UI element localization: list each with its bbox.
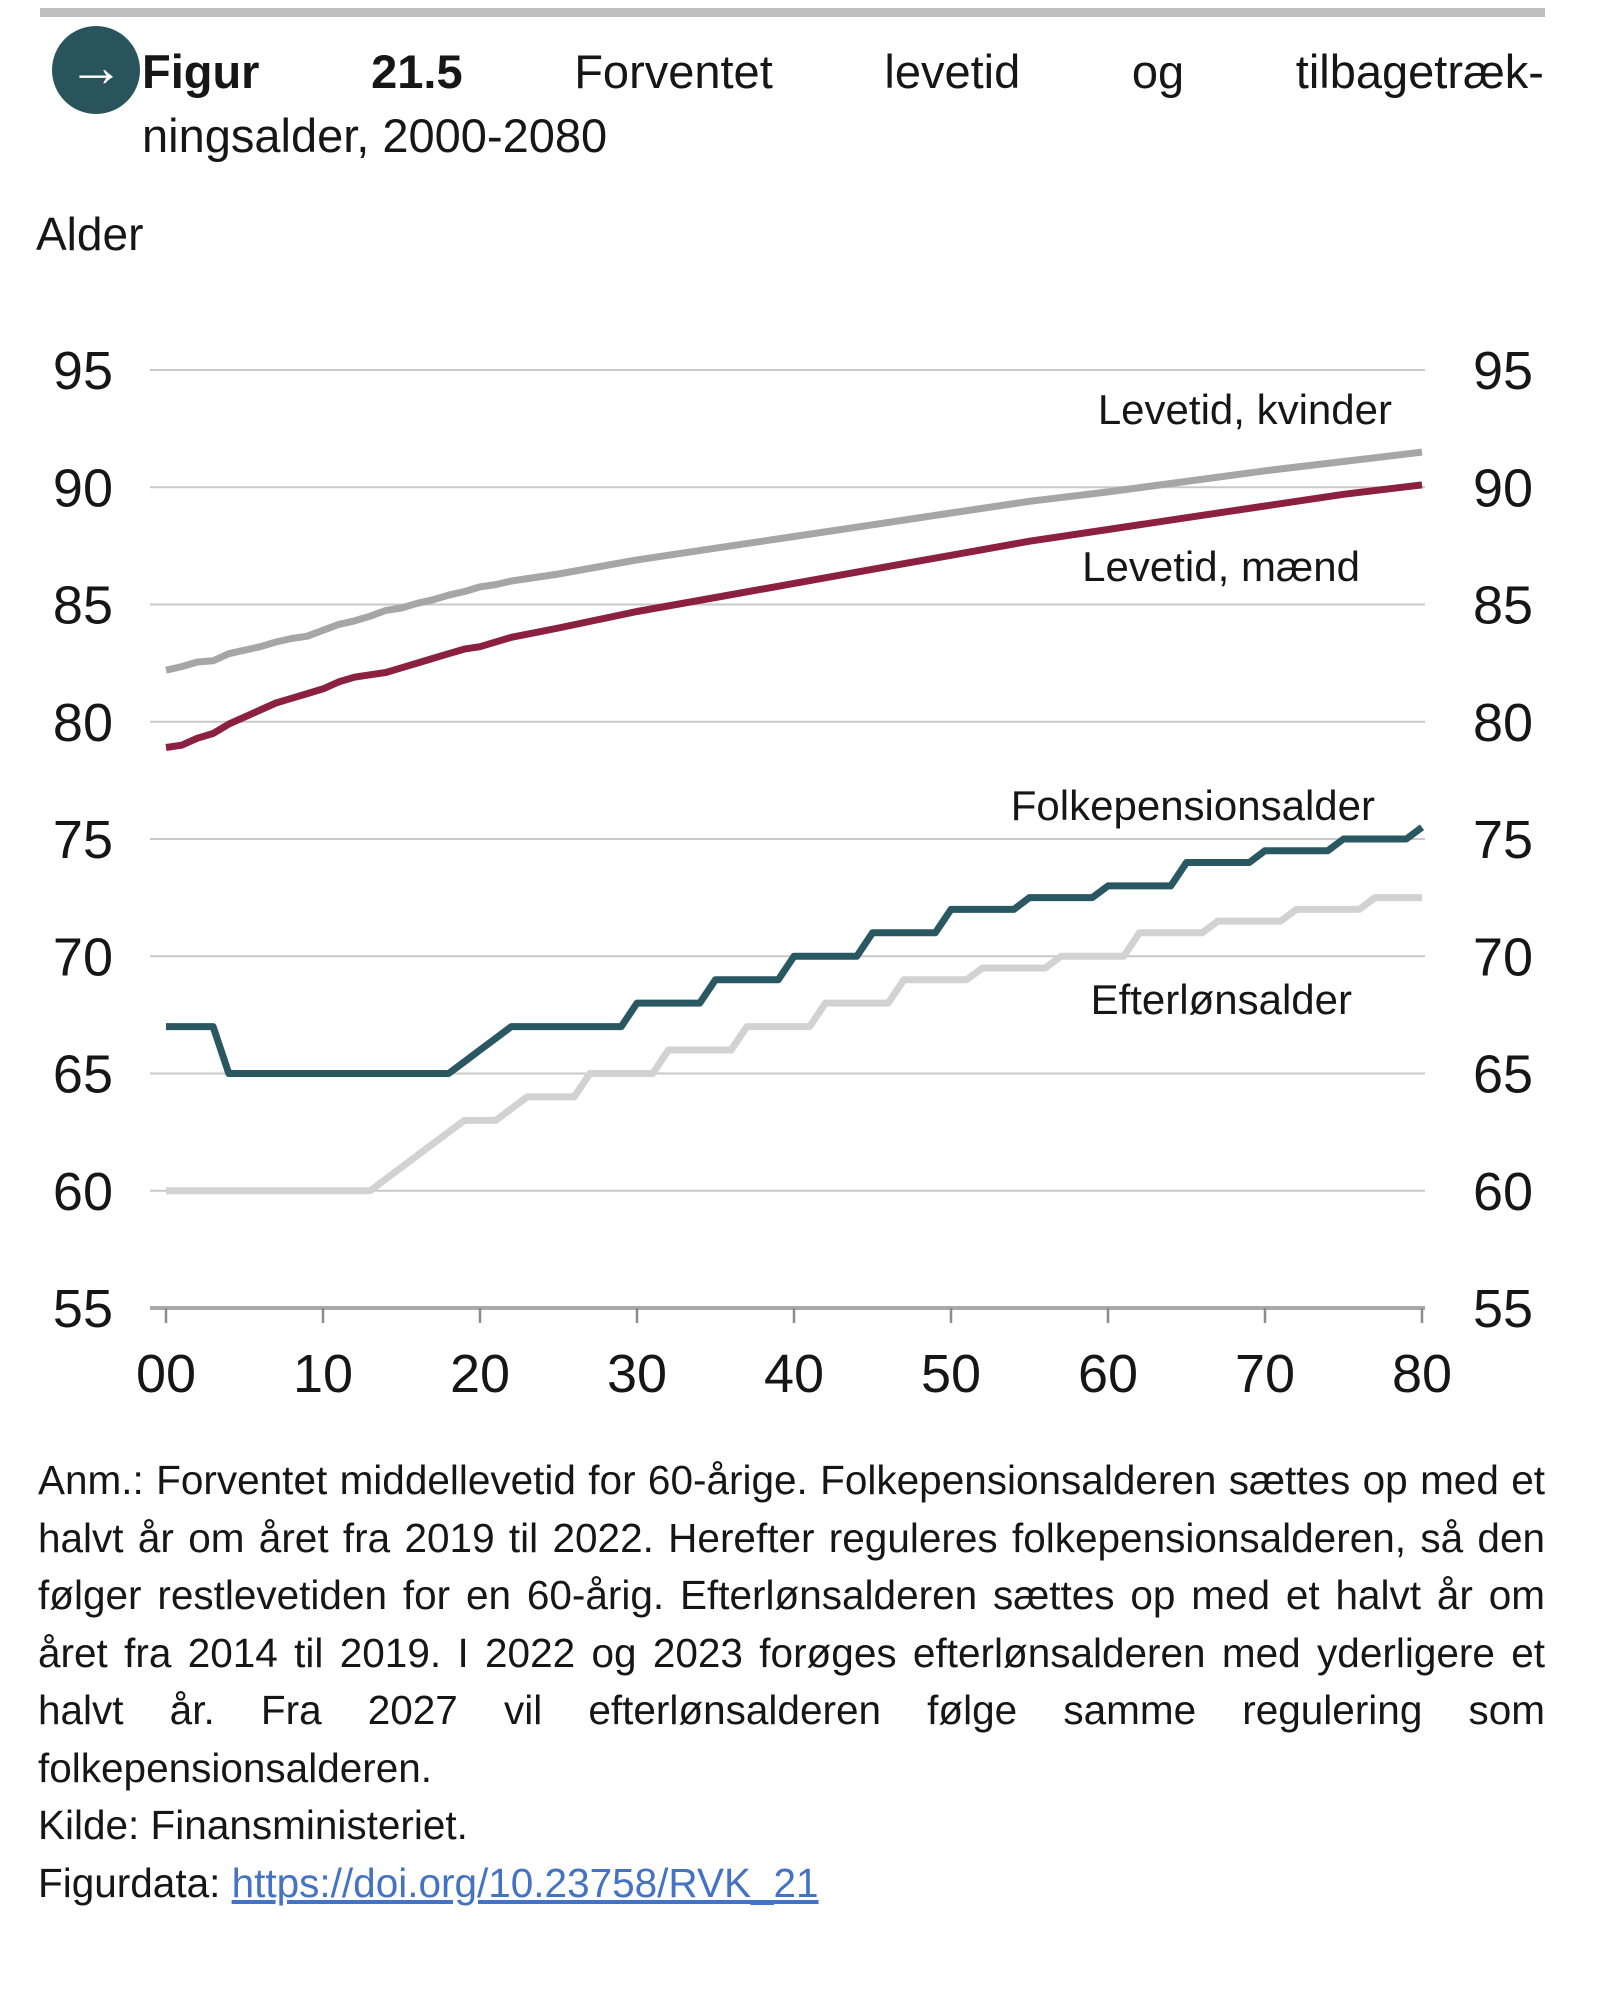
source-line: Kilde: Finansministeriet. <box>38 1802 468 1848</box>
title-word: Forventet <box>574 45 773 98</box>
y-axis-label-left-60: 60 <box>52 1161 113 1222</box>
y-axis-label-left-70: 70 <box>52 927 113 988</box>
y-axis-label-right-65: 65 <box>1473 1044 1534 1105</box>
y-axis-title: Alder <box>36 208 144 260</box>
y-axis-label-left-65: 65 <box>52 1044 113 1105</box>
series-line-levetid-maend <box>166 485 1422 748</box>
title-word: 21.5 <box>371 45 463 98</box>
y-axis-label-left-90: 90 <box>52 458 113 519</box>
y-axis-label-right-85: 85 <box>1473 575 1534 636</box>
x-axis-label-60: 60 <box>1077 1344 1139 1404</box>
series-line-efterloensalder <box>166 898 1422 1191</box>
x-axis-label-70: 70 <box>1234 1344 1296 1404</box>
y-axis-label-right-75: 75 <box>1473 810 1534 870</box>
figurdata-link[interactable]: https://doi.org/10.23758/RVK_21 <box>231 1859 819 1906</box>
series-label-levetid-kvinder: Levetid, kvinder <box>1097 386 1392 433</box>
x-axis-label-40: 40 <box>763 1344 825 1404</box>
x-axis-label-80: 80 <box>1391 1344 1453 1404</box>
series-label-folkepensionsalder: Folkepensionsalder <box>1010 782 1375 829</box>
title-word: levetid <box>884 45 1021 98</box>
y-axis-label-left-80: 80 <box>52 692 113 753</box>
y-axis-label-left-85: 85 <box>52 575 113 636</box>
y-axis-label-left-95: 95 <box>52 341 113 401</box>
x-axis-label-00: 00 <box>135 1344 197 1404</box>
x-axis-label-10: 10 <box>292 1344 354 1404</box>
x-axis-label-50: 50 <box>920 1344 982 1404</box>
figure-title-line2: ningsalder, 2000-2080 <box>142 109 608 162</box>
title-word: tilbagetræk- <box>1295 45 1544 98</box>
y-axis-label-right-95: 95 <box>1473 341 1534 401</box>
x-axis-label-20: 20 <box>449 1344 511 1404</box>
y-axis-label-right-80: 80 <box>1473 692 1534 753</box>
figure-notes <box>38 1452 1545 1912</box>
title-word: Figur <box>142 45 260 98</box>
figurdata-line <box>38 1855 1545 1913</box>
y-axis-label-right-90: 90 <box>1473 458 1534 519</box>
arrow-right-icon: → <box>68 35 124 98</box>
figurdata-label: Figurdata: <box>38 1859 232 1906</box>
series-line-folkepensionsalder <box>166 827 1422 1073</box>
title-word: og <box>1131 45 1185 98</box>
y-axis-label-left-75: 75 <box>52 810 113 870</box>
y-axis-label-right-60: 60 <box>1473 1161 1534 1222</box>
y-axis-label-right-55: 55 <box>1473 1279 1534 1339</box>
y-axis-label-right-70: 70 <box>1473 927 1534 988</box>
x-axis-label-30: 30 <box>606 1344 668 1404</box>
series-label-efterloensalder: Efterlønsalder <box>1090 976 1352 1023</box>
series-label-levetid-maend: Levetid, mænd <box>1082 543 1360 590</box>
y-axis-label-left-55: 55 <box>52 1279 113 1339</box>
note-text: Anm.: Forventet middellevetid for 60-årige. Folkepensionsalderen sættes op med et halvt år om året fra 2019 til 2022. Herefter reguleres folkepensionsalderen, så den følger restlevetiden for en 60-årig. Efterlønsalderen sættes op med et halvt år om året fra 2014 til 2019. I 2022 og 2023 forøges efterlønsalderen med yderligere et halvt år. Fra 2027 vil efterlønsalderen følge samme regulering som folkepensionsalderen. <box>38 1457 1545 1791</box>
